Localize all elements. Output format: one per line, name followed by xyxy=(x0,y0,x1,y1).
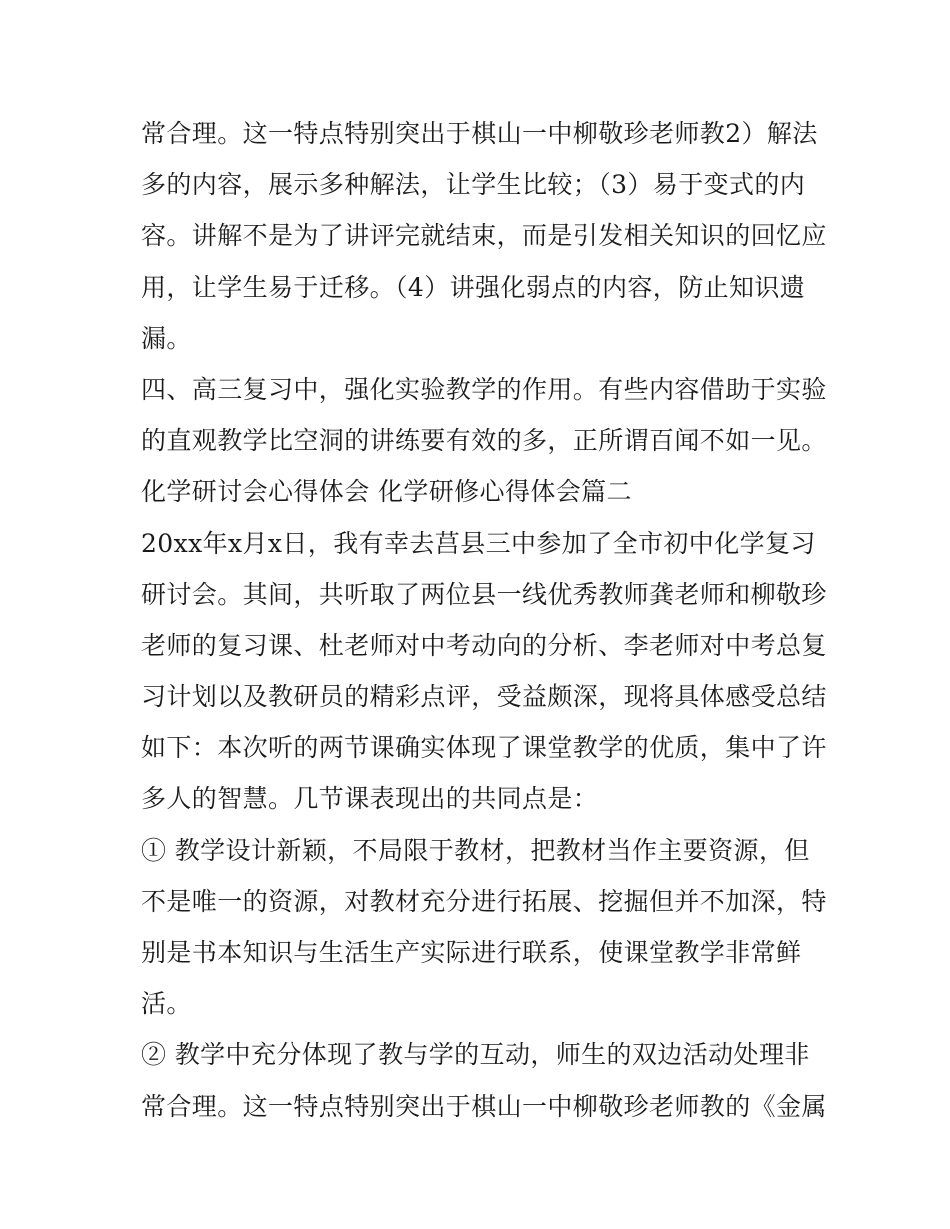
text-line: 容。讲解不是为了讲评完就结束，而是引发相关知识的回忆应 xyxy=(141,221,827,251)
text-line: 多的内容，展示多种解法，让学生比较；（3）易于变式的内 xyxy=(141,170,806,200)
list-item-line: ① 教学设计新颖，不局限于教材，把教材当作主要资源，但 xyxy=(141,835,810,865)
text-line: 常合理。这一特点特别突出于棋山一中柳敬珍老师教的《金属 xyxy=(141,1091,827,1121)
text-line: 漏。 xyxy=(141,323,192,353)
text-line: 用，让学生易于迁移。（4）讲强化弱点的内容，防止知识遗 xyxy=(141,272,806,302)
text-line: 活。 xyxy=(141,989,192,1019)
text-line: 研讨会。其间，共听取了两位县一线优秀教师龚老师和柳敬珍 xyxy=(141,579,827,609)
text-line: 常合理。这一特点特别突出于棋山一中柳敬珍老师教2）解法 xyxy=(141,119,818,148)
section-heading-line: 四、高三复习中，强化实验教学的作用。有些内容借助于实验 xyxy=(141,374,827,404)
text-line: 老师的复习课、杜老师对中考动向的分析、李老师对中考总复 xyxy=(141,630,827,660)
text-line: 别是书本知识与生活生产实际进行联系，使课堂教学非常鲜 xyxy=(141,938,802,967)
text-line: 多人的智慧。几节课表现出的共同点是： xyxy=(141,784,599,814)
article-title: 化学研讨会心得体会 化学研修心得体会篇二 xyxy=(141,477,632,507)
text-line: 的直观教学比空洞的讲练要有效的多，正所谓百闻不如一见。 xyxy=(141,426,827,456)
list-item-line: ② 教学中充分体现了教与学的互动，师生的双边活动处理非 xyxy=(141,1040,810,1070)
text-line: 不是唯一的资源，对教材充分进行拓展、挖掘但并不加深，特 xyxy=(141,886,827,916)
document-body xyxy=(141,108,827,1132)
text-line: 习计划以及教研员的精彩点评，受益颇深，现将具体感受总结 xyxy=(141,682,827,712)
text-line: 20xx年x月x日，我有幸去莒县三中参加了全市初中化学复习 xyxy=(141,528,816,558)
text-line: 如下：本次听的两节课确实体现了课堂教学的优质，集中了许 xyxy=(141,733,827,763)
